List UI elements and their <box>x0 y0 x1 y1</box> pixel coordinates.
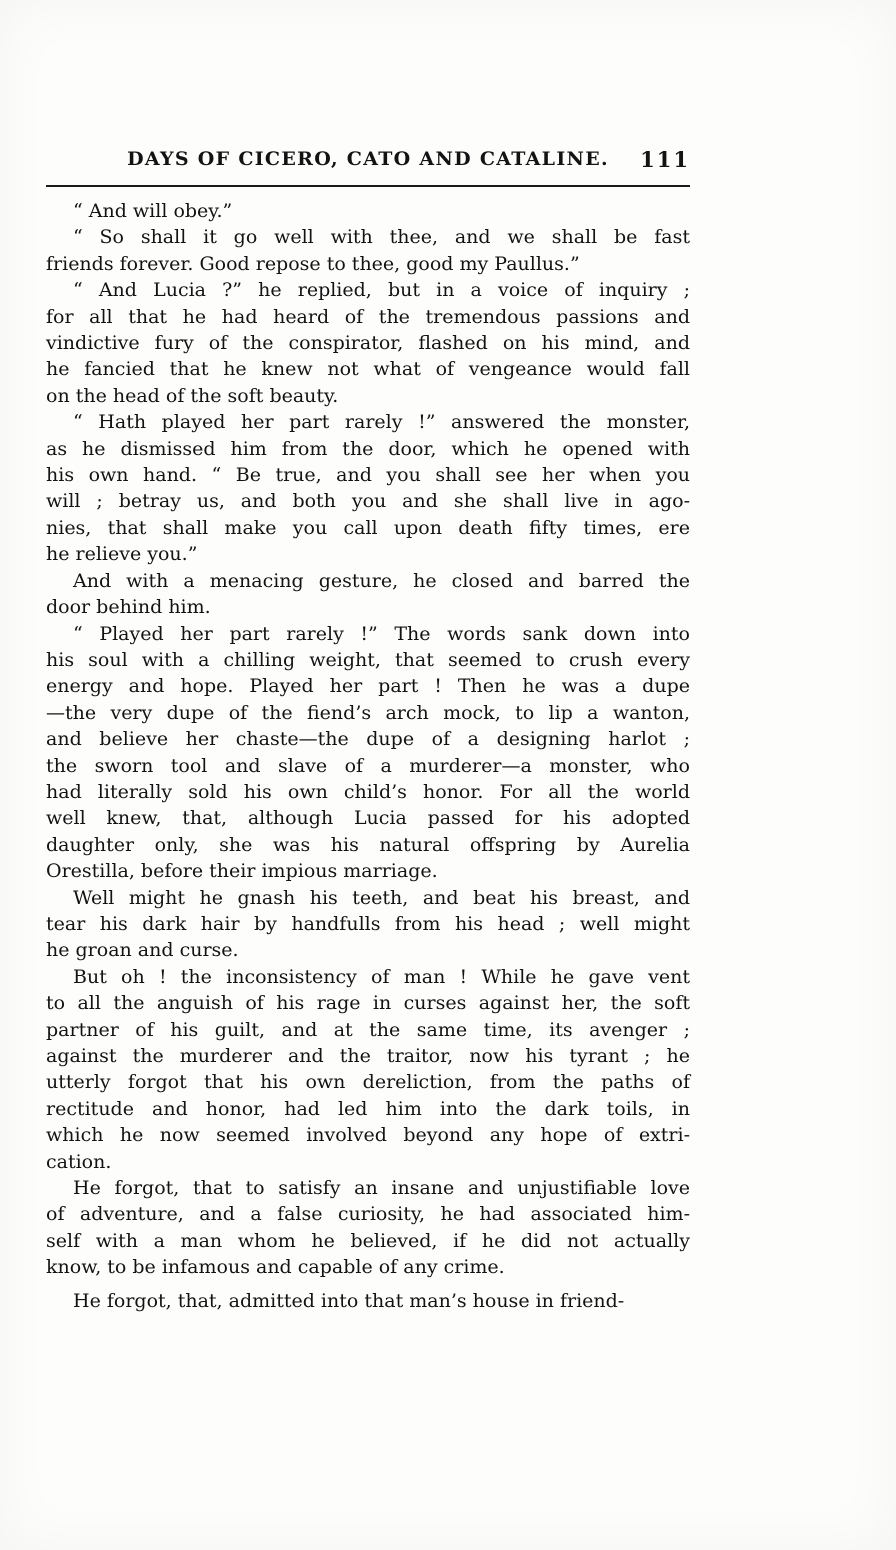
paragraph <box>46 198 690 224</box>
text-line: Orestilla, before their impious marriage. <box>46 860 438 883</box>
text-line: as he dismissed him from the door, which he opened with <box>46 437 690 460</box>
text-line: “ Played her part rarely !” The words sank down into <box>73 622 690 645</box>
text-line: his soul with a chilling weight, that seemed to crush every <box>46 648 690 671</box>
text-line: He forgot, that, admitted into that man’s house in friend- <box>73 1289 625 1312</box>
text-line: had literally sold his own child’s honor. For all the world <box>46 780 690 803</box>
text-line: will ; betray us, and both you and she shall live in ago- <box>46 490 690 513</box>
text-line: But oh ! the inconsistency of man ! While he gave vent <box>73 965 690 988</box>
running-title: DAYS OF CICERO, CATO AND CATALINE. <box>127 148 609 170</box>
text-line: energy and hope. Played her part ! Then he was a dupe <box>46 675 690 698</box>
text-line: he fancied that he knew not what of vengeance would fall <box>46 358 690 381</box>
text-line: rectitude and honor, had led him into the dark toils, in <box>46 1097 690 1120</box>
paragraph <box>46 409 690 567</box>
paragraph <box>46 964 690 1175</box>
text-line: against the murderer and the traitor, now his tyrant ; he <box>46 1045 690 1067</box>
text-line: friends forever. Good repose to thee, good my Paullus.” <box>46 252 580 275</box>
text-line: on the head of the soft beauty. <box>46 384 339 407</box>
paragraph <box>46 885 690 964</box>
paragraph <box>46 568 690 621</box>
paragraph <box>46 621 690 885</box>
text-line: “ So shall it go well with thee, and we shall be fast <box>73 226 690 249</box>
text-line: —the very dupe of the fiend’s arch mock, to lip a wanton, <box>46 701 690 724</box>
text-line: the sworn tool and slave of a murderer—a monster, who <box>46 754 690 777</box>
text-line: He forgot, that to satisfy an insane and unjustifiable love <box>73 1177 690 1200</box>
body-text <box>46 198 690 1314</box>
text-line: his own hand. “ Be true, and you shall see her when you <box>46 464 690 487</box>
text-line: well knew, that, although Lucia passed for his adopted <box>46 807 690 830</box>
text-line: daughter only, she was his natural offspring by Aurelia <box>46 833 690 856</box>
text-line: And with a menacing gesture, he closed and barred the <box>73 569 690 592</box>
text-line: door behind him. <box>46 596 211 619</box>
text-line: he relieve you.” <box>46 543 198 566</box>
header-rule <box>46 185 690 187</box>
text-line: he groan and curse. <box>46 939 239 962</box>
text-line: partner of his guilt, and at the same time, its avenger ; <box>46 1018 690 1041</box>
text-line: Well might he gnash his teeth, and beat his breast, and <box>73 886 690 909</box>
paragraph <box>46 1175 690 1281</box>
text-line: “ And will obey.” <box>73 200 233 222</box>
text-line: self with a man whom he believed, if he did not actually <box>46 1229 690 1252</box>
page-header <box>46 148 690 176</box>
page-content <box>46 148 690 1314</box>
text-line: to all the anguish of his rage in curses against her, the soft <box>46 992 690 1015</box>
text-line: vindictive fury of the conspirator, flashed on his mind, and <box>46 332 690 355</box>
text-line: “ And Lucia ?” he replied, but in a voice of inquiry ; <box>73 279 690 302</box>
text-line: cation. <box>46 1150 112 1173</box>
text-line: for all that he had heard of the tremendous passions and <box>46 305 690 328</box>
paragraph <box>46 224 690 277</box>
text-line: tear his dark hair by handfulls from his head ; well might <box>46 912 690 935</box>
text-line: utterly forgot that his own dereliction, from the paths of <box>46 1071 690 1094</box>
text-line: know, to be infamous and capable of any crime. <box>46 1256 505 1279</box>
text-line: “ Hath played her part rarely !” answered the monster, <box>73 411 690 434</box>
text-line: of adventure, and a false curiosity, he had associated him- <box>46 1203 690 1226</box>
text-line: nies, that shall make you call upon death fifty times, ere <box>46 516 690 539</box>
text-line: which he now seemed involved beyond any hope of extri- <box>46 1124 690 1147</box>
text-line: and believe her chaste—the dupe of a designing harlot ; <box>46 728 690 751</box>
paragraph <box>46 277 690 409</box>
page-number: 111 <box>640 147 690 172</box>
paragraph <box>46 1288 690 1314</box>
